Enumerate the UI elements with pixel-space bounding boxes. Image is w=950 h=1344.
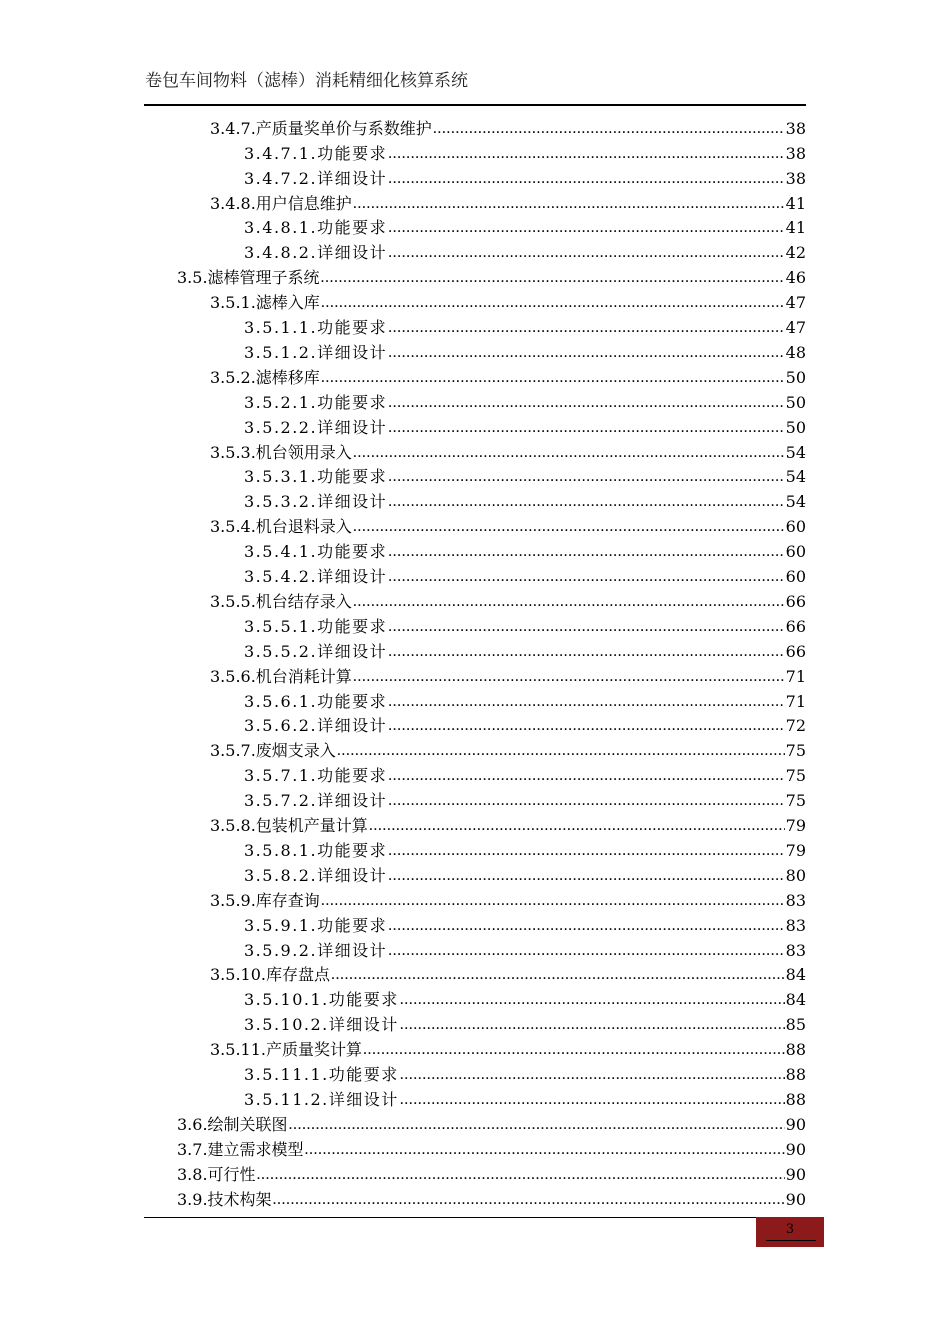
toc-dot-leader <box>331 964 785 986</box>
toc-entry-page: 90 <box>785 1189 806 1209</box>
toc-entry[interactable] <box>244 1011 806 1036</box>
toc-entry[interactable] <box>244 140 806 165</box>
toc-entry-page: 90 <box>785 1164 806 1184</box>
toc-dot-leader <box>400 1014 785 1036</box>
toc-entry-title: 3.5.9.库存查询 <box>210 890 320 910</box>
toc-entry-page: 47 <box>785 318 806 338</box>
toc-entry[interactable] <box>210 439 806 464</box>
toc-entry-page: 38 <box>785 143 806 163</box>
document-header-title: 卷包车间物料（滤棒）消耗精细化核算系统 <box>145 71 468 91</box>
toc-entry-title: 3.7.建立需求模型 <box>177 1139 304 1159</box>
toc-entry-page: 90 <box>785 1114 806 1134</box>
toc-entry-title: 3.5.10.1.功能要求 <box>244 990 399 1010</box>
toc-entry-page: 75 <box>785 766 806 786</box>
toc-entry[interactable] <box>177 1186 806 1211</box>
toc-entry[interactable] <box>244 165 806 190</box>
toc-dot-leader <box>388 566 785 588</box>
toc-entry-title: 3.4.7.1.功能要求 <box>244 143 388 163</box>
toc-entry-title: 3.5.5.1.功能要求 <box>244 616 388 636</box>
toc-entry-title: 3.5.2.2.详细设计 <box>244 417 388 437</box>
toc-dot-leader <box>388 342 785 364</box>
toc-entry[interactable] <box>244 638 806 663</box>
toc-entry-title: 3.5.5.机台结存录入 <box>210 591 352 611</box>
toc-dot-leader <box>388 392 785 414</box>
page-number-underline <box>766 1240 816 1241</box>
toc-dot-leader <box>388 417 785 439</box>
toc-entry[interactable] <box>244 464 806 489</box>
toc-entry[interactable] <box>244 563 806 588</box>
toc-entry-page: 38 <box>785 118 806 138</box>
toc-entry-page: 80 <box>785 865 806 885</box>
toc-entry-title: 3.5.3.1.功能要求 <box>244 467 388 487</box>
toc-entry-page: 47 <box>785 293 806 313</box>
toc-dot-leader <box>388 765 785 787</box>
toc-dot-leader <box>433 118 785 140</box>
toc-dot-leader <box>321 367 785 389</box>
toc-entry[interactable] <box>244 339 806 364</box>
toc-entry[interactable] <box>177 264 806 289</box>
toc-entry-page: 72 <box>785 716 806 736</box>
toc-entry-title: 3.4.8.1.功能要求 <box>244 218 388 238</box>
toc-entry-title: 3.4.8.2.详细设计 <box>244 243 388 263</box>
toc-entry-page: 41 <box>785 193 806 213</box>
toc-entry-page: 88 <box>785 1065 806 1085</box>
toc-entry-title: 3.5.11.2.详细设计 <box>244 1089 399 1109</box>
toc-entry-title: 3.5.3.2.详细设计 <box>244 492 388 512</box>
toc-entry-title: 3.5.9.1.功能要求 <box>244 915 388 935</box>
toc-entry-page: 41 <box>785 218 806 238</box>
toc-entry-page: 79 <box>785 840 806 860</box>
toc-entry-title: 3.5.8.2.详细设计 <box>244 865 388 885</box>
toc-entry-title: 3.5.5.2.详细设计 <box>244 641 388 661</box>
toc-entry[interactable] <box>210 364 806 389</box>
toc-dot-leader <box>353 591 785 613</box>
toc-entry-page: 66 <box>785 616 806 636</box>
toc-entry-title: 3.5.1.滤棒入库 <box>210 293 320 313</box>
toc-entry[interactable] <box>244 862 806 887</box>
toc-entry-page: 75 <box>785 741 806 761</box>
toc-entry[interactable] <box>244 1086 806 1111</box>
toc-entry[interactable] <box>244 937 806 962</box>
toc-dot-leader <box>257 1164 785 1186</box>
toc-dot-leader <box>321 267 785 289</box>
toc-entry-page: 88 <box>785 1089 806 1109</box>
toc-entry-page: 60 <box>785 567 806 587</box>
toc-dot-leader <box>388 940 785 962</box>
toc-entry-title: 3.5.7.2.详细设计 <box>244 791 388 811</box>
toc-entry-title: 3.5.6.机台消耗计算 <box>210 666 352 686</box>
toc-entry-title: 3.5.11.1.功能要求 <box>244 1065 399 1085</box>
toc-dot-leader <box>388 865 785 887</box>
toc-entry-page: 85 <box>785 1015 806 1035</box>
toc-dot-leader <box>321 292 785 314</box>
toc-entry-title: 3.5.8.包装机产量计算 <box>210 816 368 836</box>
toc-dot-leader <box>369 815 785 837</box>
toc-entry[interactable] <box>244 613 806 638</box>
toc-entry[interactable] <box>244 489 806 514</box>
toc-entry-title: 3.6.绘制关联图 <box>177 1114 288 1134</box>
toc-entry[interactable] <box>244 314 806 339</box>
toc-dot-leader <box>289 1114 785 1136</box>
toc-entry-title: 3.5.9.2.详细设计 <box>244 940 388 960</box>
toc-entry-page: 66 <box>785 591 806 611</box>
toc-entry[interactable] <box>244 414 806 439</box>
toc-dot-leader <box>400 1089 785 1111</box>
toc-dot-leader <box>388 143 785 165</box>
toc-entry-title: 3.5.1.1.功能要求 <box>244 318 388 338</box>
header-divider <box>144 104 806 106</box>
toc-entry-page: 42 <box>785 243 806 263</box>
toc-entry[interactable] <box>244 389 806 414</box>
toc-dot-leader <box>305 1139 785 1161</box>
toc-entry[interactable] <box>210 190 806 215</box>
toc-entry-page: 84 <box>785 990 806 1010</box>
toc-dot-leader <box>388 217 785 239</box>
toc-dot-leader <box>273 1189 785 1211</box>
toc-entry[interactable] <box>244 240 806 265</box>
toc-dot-leader <box>353 442 785 464</box>
toc-entry-title: 3.5.3.机台领用录入 <box>210 442 352 462</box>
toc-entry-page: 60 <box>785 517 806 537</box>
toc-entry-title: 3.9.技术构架 <box>177 1189 272 1209</box>
toc-entry-page: 46 <box>785 268 806 288</box>
toc-entry[interactable] <box>244 762 806 787</box>
toc-dot-leader <box>400 989 785 1011</box>
toc-dot-leader <box>388 691 785 713</box>
toc-entry-title: 3.4.7.2.详细设计 <box>244 168 388 188</box>
toc-entry-page: 54 <box>785 442 806 462</box>
toc-entry-title: 3.5.2.1.功能要求 <box>244 392 388 412</box>
toc-entry-title: 3.5.8.1.功能要求 <box>244 840 388 860</box>
toc-entry-title: 3.5.7.废烟支录入 <box>210 741 336 761</box>
toc-entry-page: 88 <box>785 1040 806 1060</box>
toc-entry-title: 3.5.1.2.详细设计 <box>244 342 388 362</box>
toc-entry-page: 66 <box>785 641 806 661</box>
toc-entry[interactable] <box>244 837 806 862</box>
toc-dot-leader <box>353 516 785 538</box>
toc-entry-page: 83 <box>785 940 806 960</box>
toc-entry-page: 79 <box>785 816 806 836</box>
toc-dot-leader <box>337 740 785 762</box>
footer-divider <box>144 1217 806 1218</box>
toc-entry-page: 50 <box>785 392 806 412</box>
toc-dot-leader <box>321 890 785 912</box>
toc-entry-page: 83 <box>785 915 806 935</box>
toc-dot-leader <box>388 790 785 812</box>
toc-entry[interactable] <box>210 115 806 140</box>
toc-entry-page: 54 <box>785 492 806 512</box>
toc-dot-leader <box>388 541 785 563</box>
toc-entry-title: 3.5.10.2.详细设计 <box>244 1015 399 1035</box>
toc-entry-page: 50 <box>785 367 806 387</box>
page-number: 3 <box>785 1222 795 1237</box>
toc-dot-leader <box>353 193 785 215</box>
toc-entry-title: 3.5.4.机台退料录入 <box>210 517 352 537</box>
toc-dot-leader <box>388 840 785 862</box>
toc-entry[interactable] <box>210 1036 806 1061</box>
toc-dot-leader <box>388 168 785 190</box>
toc-entry-page: 75 <box>785 791 806 811</box>
toc-entry-page: 83 <box>785 890 806 910</box>
toc-entry-title: 3.5.滤棒管理子系统 <box>177 268 320 288</box>
toc-entry-title: 3.5.6.1.功能要求 <box>244 691 388 711</box>
toc-entry-title: 3.5.7.1.功能要求 <box>244 766 388 786</box>
toc-entry-page: 71 <box>785 691 806 711</box>
toc-entry-page: 60 <box>785 542 806 562</box>
toc-entry-title: 3.5.10.库存盘点 <box>210 965 330 985</box>
toc-entry[interactable] <box>244 713 806 738</box>
toc-entry[interactable] <box>244 215 806 240</box>
toc-entry[interactable] <box>244 688 806 713</box>
toc-dot-leader <box>388 641 785 663</box>
toc-dot-leader <box>400 1064 785 1086</box>
toc-dot-leader <box>388 466 785 488</box>
toc-entry-page: 48 <box>785 342 806 362</box>
toc-entry[interactable] <box>210 289 806 314</box>
toc-dot-leader <box>388 715 785 737</box>
toc-dot-leader <box>353 666 785 688</box>
toc-entry[interactable] <box>177 1111 806 1136</box>
toc-entry[interactable] <box>244 1061 806 1086</box>
toc-entry-title: 3.4.7.产质量奖单价与系数维护 <box>210 118 432 138</box>
toc-entry[interactable] <box>244 538 806 563</box>
toc-entry-page: 84 <box>785 965 806 985</box>
toc-entry-title: 3.8.可行性 <box>177 1164 256 1184</box>
toc-entry-page: 71 <box>785 666 806 686</box>
toc-entry[interactable] <box>210 588 806 613</box>
toc-dot-leader <box>388 491 785 513</box>
toc-dot-leader <box>388 616 785 638</box>
toc-entry[interactable] <box>244 912 806 937</box>
toc-entry[interactable] <box>177 1161 806 1186</box>
toc-entry-page: 38 <box>785 168 806 188</box>
toc-dot-leader <box>388 242 785 264</box>
toc-entry[interactable] <box>244 787 806 812</box>
toc-entry-page: 54 <box>785 467 806 487</box>
toc-entry[interactable] <box>210 663 806 688</box>
toc-entry[interactable] <box>210 962 806 987</box>
toc-entry-page: 90 <box>785 1139 806 1159</box>
toc-entry-title: 3.5.6.2.详细设计 <box>244 716 388 736</box>
toc-entry-title: 3.4.8.用户信息维护 <box>210 193 352 213</box>
toc-entry-title: 3.5.4.1.功能要求 <box>244 542 388 562</box>
toc-entry-title: 3.5.11.产质量奖计算 <box>210 1040 362 1060</box>
toc-entry[interactable] <box>210 887 806 912</box>
toc-entry-title: 3.5.4.2.详细设计 <box>244 567 388 587</box>
toc-entry[interactable] <box>177 1136 806 1161</box>
toc-entry-title: 3.5.2.滤棒移库 <box>210 367 320 387</box>
toc-entry-page: 50 <box>785 417 806 437</box>
toc-dot-leader <box>363 1039 785 1061</box>
toc-entry[interactable] <box>210 513 806 538</box>
toc-entry[interactable] <box>210 738 806 763</box>
toc-entry[interactable] <box>210 812 806 837</box>
toc-entry[interactable] <box>244 987 806 1012</box>
toc-dot-leader <box>388 317 785 339</box>
toc-dot-leader <box>388 915 785 937</box>
